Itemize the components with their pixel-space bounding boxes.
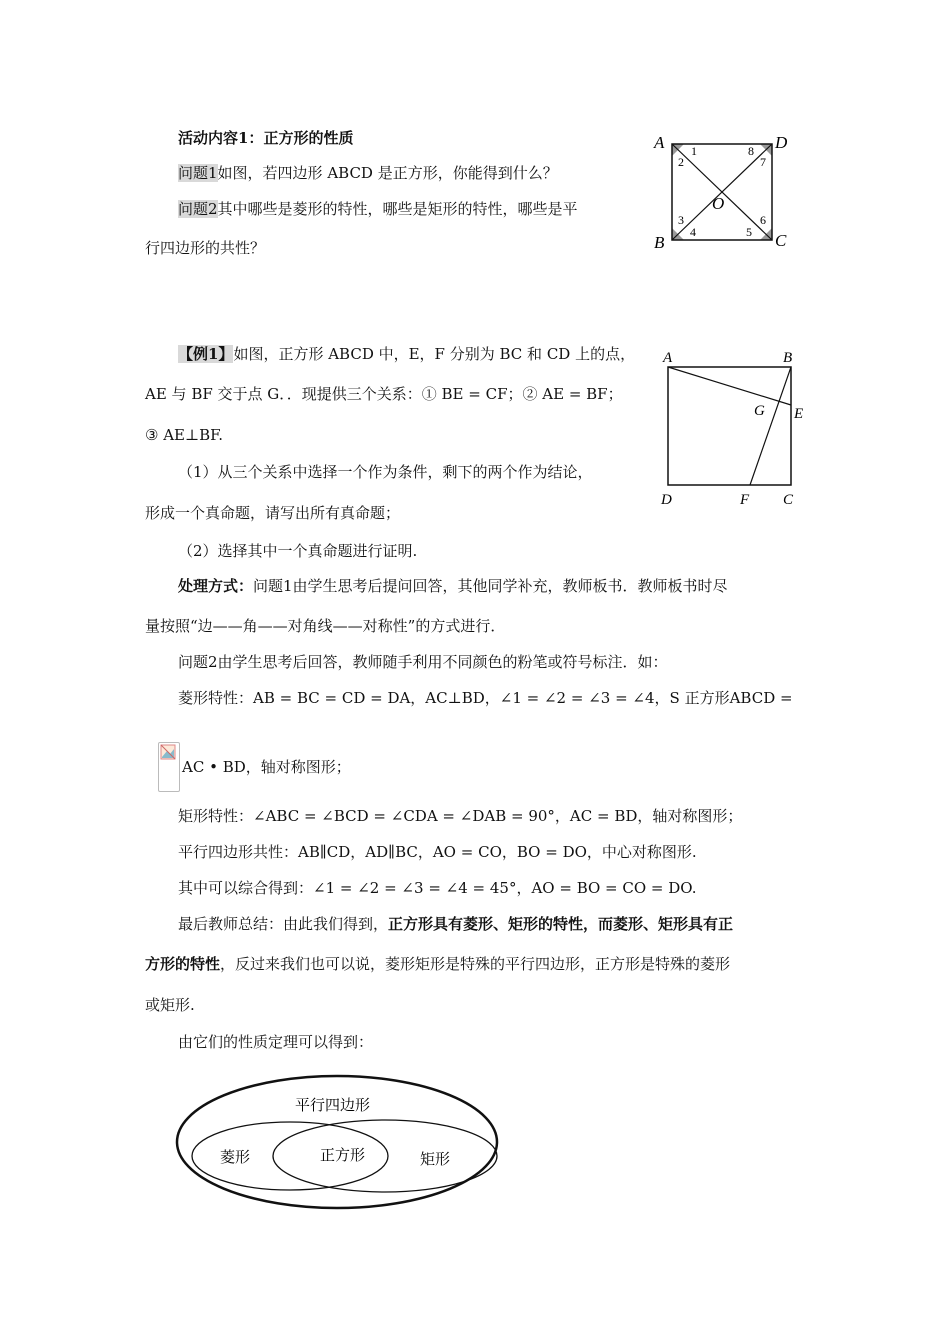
square-abcd: [668, 367, 791, 485]
question-2: [178, 199, 578, 219]
venn-square-label: 正方形: [320, 1148, 366, 1164]
summary-prefix: 最后教师总结：由此我们得到，: [178, 915, 389, 933]
label-g: G: [754, 403, 765, 419]
question-2-text: 其中哪些是菱形的特性，哪些是矩形的特性，哪些是平: [217, 200, 578, 218]
label-e: E: [794, 406, 804, 422]
angle-5-label: 5: [746, 225, 752, 239]
segment-ae: [668, 367, 791, 405]
center-o-label: O: [712, 194, 725, 213]
angle-1-label: 1: [691, 144, 697, 158]
question-1: [178, 163, 558, 183]
label-a: A: [663, 350, 673, 366]
summary-line-2: [145, 954, 730, 974]
example-part-1-line-1: （1）从三个关系中选择一个作为条件，剩下的两个作为结论，: [178, 463, 593, 481]
summary-line-1: [178, 914, 733, 934]
angle-6-label: 6: [760, 213, 766, 227]
venn-rectangle-label: 矩形: [420, 1152, 451, 1168]
method-text: 问题1由学生思考后提问回答，其他同学补充，教师板书．教师板书时尽: [253, 577, 728, 595]
method-question-2: 问题2由学生思考后回答，教师随手利用不同颜色的粉笔或符号标注．如：: [178, 653, 668, 671]
angle-8-label: 8: [748, 144, 754, 158]
example-intro: 如图，正方形 ABCD 中，E，F 分别为 BC 和 CD 上的点，: [233, 345, 636, 363]
summary-bold-1: 正方形具有菱形、矩形的特性，而菱形、矩形具有正: [388, 915, 734, 933]
method-line-2: 量按照“边——角——对角线——对称性”的方式进行．: [145, 617, 506, 635]
example-label: 【例1】: [178, 345, 234, 363]
angle-4-label: 4: [690, 225, 696, 239]
method-line-1: [178, 576, 728, 596]
broken-image-icon: [160, 744, 176, 760]
label-c: C: [783, 492, 794, 508]
parallelogram-properties: 平行四边形共性：AB∥CD，AD∥BC，AO = CO，BO = DO，中心对称图形.: [178, 843, 697, 861]
summary-bold-2: 方形的特性: [145, 955, 221, 973]
label-b: B: [783, 350, 793, 366]
vertex-a-label: A: [654, 133, 665, 152]
vertex-c-label: C: [775, 231, 787, 250]
square-diagonals-figure: [648, 128, 798, 253]
label-d: D: [661, 492, 672, 508]
example-part-1-line-2: 形成一个真命题，请写出所有真命题；: [145, 504, 401, 522]
label-f: F: [740, 492, 750, 508]
example-square-figure: [655, 345, 815, 510]
example-1-line-2: AE 与 BF 交于点 G．．现提供三个关系：① BE = CF；② AE = BF；: [145, 385, 623, 403]
angle-2-label: 2: [678, 155, 684, 169]
example-1-line-3: ③ AE⊥BF.: [145, 426, 223, 444]
example-part-2: （2）选择其中一个真命题进行证明.: [178, 542, 418, 560]
vertex-d-label: D: [775, 133, 788, 152]
theorem-intro: 由它们的性质定理可以得到：: [178, 1033, 374, 1051]
venn-diagram: [170, 1070, 510, 1215]
summary-line-3: 或矩形.: [145, 996, 195, 1014]
combined-properties: 其中可以综合得到：∠1 = ∠2 = ∠3 = ∠4 = 45°，AO = BO = CO = DO.: [178, 879, 697, 897]
vertex-b-label: B: [654, 233, 665, 252]
rhombus-properties: 菱形特性：AB = BC = CD = DA，AC⊥BD，∠1 = ∠2 = ∠3 = ∠4，S 正方形ABCD =: [178, 689, 793, 707]
question-2-continued: 行四边形的共性？: [145, 239, 266, 257]
angle-7-label: 7: [760, 155, 766, 169]
summary-rest: ，反过来我们也可以说，菱形矩形是特殊的平行四边形，正方形是特殊的菱形: [220, 955, 731, 973]
venn-rhombus-label: 菱形: [220, 1150, 251, 1166]
question-2-label: 问题2: [178, 200, 218, 218]
method-label: 处理方式：: [178, 577, 254, 595]
question-1-label: 问题1: [178, 164, 218, 182]
venn-parallelogram-label: 平行四边形: [295, 1098, 371, 1114]
rectangle-properties: 矩形特性：∠ABC = ∠BCD = ∠CDA = ∠DAB = 90°，AC = BD，轴对称图形；: [178, 807, 743, 825]
angle-3-label: 3: [678, 213, 684, 227]
rhombus-properties-continued: AC • BD，轴对称图形；: [182, 758, 351, 776]
rectangle-ellipse: [273, 1120, 497, 1192]
question-1-text: 如图，若四边形 ABCD 是正方形，你能得到什么？: [217, 164, 558, 182]
segment-bf: [750, 367, 791, 485]
activity-title: 活动内容1：正方形的性质: [178, 129, 354, 147]
broken-image-placeholder: [158, 742, 180, 792]
example-1-line-1: [178, 344, 635, 364]
